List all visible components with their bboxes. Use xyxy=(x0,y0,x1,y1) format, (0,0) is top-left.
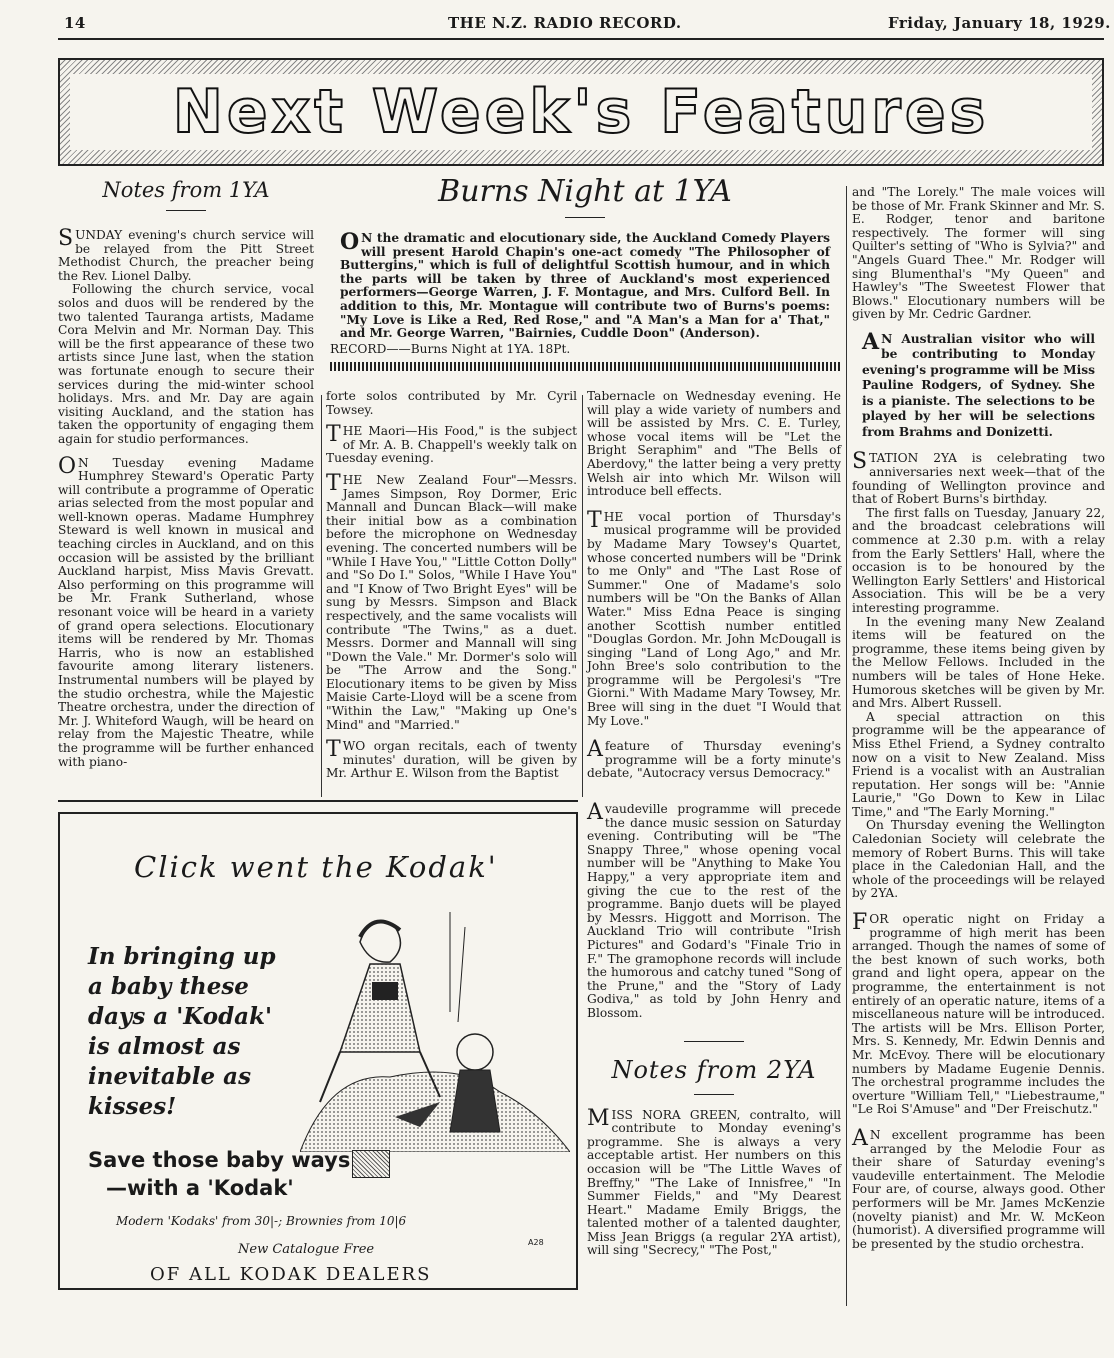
paragraph: THE New Zealand Four"—Messrs. James Simpson, Roy Dormer, Eric Mannall and Duncan Black—will make their initial bow as a combination before the microphone on Wednesday evening. The concerted numbers will be "While I Have You," "Little Cotton Dolly" and "So Do I." Solos, "While I Have You" and "I Know of Two Bright Eyes" will be sung by Messrs. Simpson and Black respectively, and the same vocalists will contribute "The Twins," as a duet. Messrs. Dormer and Mannall will sing "Down the Vale." Mr. Dormer's solo will be "The Arrow and the Song." Elocutionary items to be given by Miss Maisie Carte-Lloyd will be a scene from "Within the Law," "Making up One's Mind" and "Married." xyxy=(326,470,577,732)
notes-1ya-text xyxy=(58,226,314,769)
column-3 xyxy=(587,390,841,1258)
heading-notes-1ya: Notes from 1YA xyxy=(102,178,270,202)
typesetter-note: RECORD——Burns Night at 1YA. 18Pt. xyxy=(330,341,571,356)
column-divider xyxy=(582,395,583,797)
paragraph: On Thursday evening the Wellington Caledonian Society will celebrate the memory of Robert Burns. This will take place in the Caledonian Hall, and the whole of the proceedings will be relayed by 2YA. xyxy=(852,818,1105,901)
banner-title: Next Week's Features xyxy=(172,77,990,147)
heading-rule xyxy=(694,1094,734,1095)
ad-title: Click went the Kodak' xyxy=(134,850,498,884)
masthead: THE N.Z. RADIO RECORD. xyxy=(448,14,682,32)
ad-dealers: OF ALL KODAK DEALERS xyxy=(150,1264,432,1285)
paragraph: Following the church service, vocal solos and duos will be rendered by the two talented Tauranga artists, Madame Cora Melvin and Mr. Norman Day. This will be the first appearance of these two artists since June last, when the station was fortunate enough to secure their services during the mid-winter school holidays. Mrs. and Mr. Day are again visiting Auckland, and the station has taken the opportunity of engaging them again for studio performances. xyxy=(58,282,314,446)
paragraph: TWO organ recitals, each of twenty minutes' duration, will be given by Mr. Arthur E. Wilson from the Baptist xyxy=(326,737,577,781)
paragraph: SUNDAY evening's church service will be relayed from the Pitt Street Methodist Church, the preacher being the Rev. Lionel Dalby. xyxy=(58,226,314,283)
ad-body: In bringing up a baby these days a 'Kodak' is almost as inevitable as kisses! xyxy=(88,943,276,1120)
paragraph: forte solos contributed by Mr. Cyril Towsey. xyxy=(326,389,577,417)
paragraph: A N excellent programme has been arranged by the Melodie Four as their share of Saturday evening's vaudeville entertainment. The Melodie Four are, of course, always good. Other performers will be Mr. James McKenzie (novelty pianist) and Mr. W. McKeon (humorist). A diversified programme will be presented by the studio orchestra. xyxy=(852,1125,1105,1251)
features-banner xyxy=(58,58,1104,166)
burns-night-article xyxy=(330,174,840,371)
heading-notes-2ya: Notes from 2YA xyxy=(611,1055,817,1084)
paragraph: The first falls on Tuesday, January 22, and the broadcast celebrations will commence at 2.30 p.m. with a relay from the Early Settlers' Hall, where the occasion is to be honoured by the Wellington Early Settlers' and Historical Association. This will be be a very interesting programme. xyxy=(852,505,1105,615)
heading-burns-night: Burns Night at 1YA xyxy=(438,174,732,209)
ad-code: A28 xyxy=(528,1238,544,1247)
paragraph-bold: A N Australian visitor who will be contributing to Monday evening's programme will be Miss Pauline Rodgers, of Sydney. She is a pianiste. The selections to be played by her will be selections from Brahms and Donizetti. xyxy=(862,328,1095,439)
column-1 xyxy=(58,178,314,769)
paragraph: Afeature of Thursday evening's programme will be a forty minute's debate, "Autocracy versus Democracy." xyxy=(587,737,841,781)
column-2 xyxy=(326,390,577,781)
paragraph: FOR operatic night on Friday a programme of high merit has been arranged. Though the names of some of the best known of such works, both grand and light opera, appear on the programme, the entertainment is not entirely of an operatic nature, items of a miscellaneous nature will be introduced. The artists will be Mrs. Ellison Porter, Mrs. S. Kennedy, Mr. Edwin Dennis and Mr. McEvoy. There will be elocutionary numbers by Madame Eugenie Dennis. The orchestral programme includes the overture "William Tell," "Liebestraume," "Le Roi S'Amuse" and "Der Freischutz." xyxy=(852,910,1105,1117)
heading-rule xyxy=(565,217,605,218)
sand-bucket-icon xyxy=(352,1150,390,1178)
ad-catalogue: New Catalogue Free xyxy=(238,1242,375,1257)
paragraph: THE vocal portion of Thursday's musical programme will be provided by Madame Mary Towsey's Quartet, whose concerted numbers will be "Drink to me Only" and "The Last Rose of Summer." One of Madame's solo numbers will be "On the Banks of Allan Water." Miss Edna Peace is singing another Scottish number entitled "Douglas Gordon. Mr. John McDougall is singing "Land of Long Ago," and Mr. John Bree's solo contribution to the programme will be Pergolesi's "Tre Giorni." With Madame Mary Towsey, Mr. Bree will sing in the duet "I Would that My Love." xyxy=(587,507,841,728)
page-number: 14 xyxy=(64,14,86,32)
ornamental-rule xyxy=(330,362,840,371)
paragraph: O N Tuesday evening Madame Humphrey Steward's Operatic Party will contribute a programme of Operatic arias selected from the most popular and well-known operas. Madame Humphrey Steward is well known in musical and teaching circles in Auckland, and on this occasion will be assisted by the brilliant Auckland harpist, Miss Mavis Grevatt. Also performing on this programme will be Mr. Frank Sutherland, whose resonant voice will be heard in a variety of grand opera selections. Elocutionary items will be rendered by Mr. Thomas Harris, who is now an established favourite among literary listeners. Instrumental numbers will be played by the studio orchestra, while the Majestic Theatre orchestra, under the direction of Mr. J. Whiteford Waugh, will be heard on relay from the Majestic Theatre, while the programme will be further enhanced with piano- xyxy=(58,453,314,769)
mother-baby-illustration xyxy=(300,902,570,1152)
paragraph: A special attraction on this programme will be the appearance of Miss Ethel Friend, a Sydney contralto now on a visit to New Zealand. Miss Friend is a vocalist with an Australian reputation. Her songs will be: "Annie Laurie," "Go Down to Kew in Lilac Time," and "The Early Morning." xyxy=(852,709,1105,819)
heading-rule xyxy=(684,1041,744,1042)
paragraph: STATION 2YA is celebrating two anniversaries next week—that of the founding of Wellington province and that of Robert Burns's birthday. xyxy=(852,449,1105,507)
column-divider xyxy=(846,186,847,1306)
column-4 xyxy=(852,186,1105,1251)
burns-intro: O N the dramatic and elocutionary side, the Auckland Comedy Players will present Harold Chapin's one-act comedy "The Philosopher of Buttergins," which is full of delightful Scottish humour, and in which the parts will be taken by three of Auckland's most experienced performers—George Warren, J. F. Montague, and Mrs. Culford Bell. In addition to this, Mr. Montague will contribute two of Burns's poems: "My Love is Like a Red, Red Rose," and "A Man's a Man for a' That," and Mr. George Warren, "Bairnies, Cuddle Doon" (Anderson). xyxy=(340,229,830,341)
paragraph: MISS NORA GREEN, contralto, will contribute to Monday evening's programme. She is always a very acceptable artist. Her numbers on this occasion will be "The Little Waves of Breffny," "The Lake of Innisfree," "In Summer Fields," and "My Dearest Heart." Madame Emily Briggs, the talented mother of a talented daughter, Miss Jean Briggs (a regular 2YA artist), will sing "Secrecy," "The Post," xyxy=(587,1105,841,1258)
ad-prices: Modern 'Kodaks' from 30|-; Brownies from 10|6 xyxy=(116,1214,407,1228)
ad-top-rule xyxy=(58,800,578,802)
header-rule xyxy=(58,38,1104,40)
issue-date: Friday, January 18, 1929. xyxy=(888,14,1111,32)
ad-tagline-1: Save those baby ways xyxy=(88,1148,351,1172)
ad-tagline-2: —with a 'Kodak' xyxy=(106,1176,294,1200)
kodak-advertisement xyxy=(58,812,578,1290)
paragraph: Tabernacle on Wednesday evening. He will play a wide variety of numbers and will be assisted by Mrs. C. E. Turley, whose vocal items will be "Let the Bright Seraphim" and "The Bells of Aberdovy," the latter being a very pretty Welsh air into which Mr. Wilson will introduce bell effects. xyxy=(587,389,841,499)
paragraph: THE Maori—His Food," is the subject of Mr. A. B. Chappell's weekly talk on Tuesday evening. xyxy=(326,422,577,466)
paragraph: and "The Lorely." The male voices will be those of Mr. Frank Skinner and Mr. S. E. Rodger, tenor and baritone respectively. The former will sing Quilter's setting of "Who is Sylvia?" and "Angels Guard Thee." Mr. Rodger will sing Blumenthal's "My Queen" and Hawley's "The Sweetest Flower that Blows." Elocutionary numbers will be given by Mr. Cedric Gardner. xyxy=(852,185,1105,322)
heading-rule xyxy=(166,210,206,211)
column-divider xyxy=(321,395,322,797)
paragraph: In the evening many New Zealand items will be featured on the programme, these items being given by the Mellow Fellows. Included in the numbers will be tales of Hone Heke. Humorous sketches will be given by Mr. and Mrs. Albert Russell. xyxy=(852,614,1105,711)
paragraph: Avaudeville programme will precede the dance music session on Saturday evening. Contributing will be "The Snappy Three," whose opening vocal number will be "Anything to Make You Happy," a very appropriate item and giving the cue to the rest of the programme. Banjo duets will be played by Messrs. Higgott and Morrison. The Auckland Trio will contribute "Irish Pictures" and Godard's "Finale Trio in F." The gramophone records will include the humorous and catchy tuned "Song of the Prune," and the "Story of Lady Godiva," as told by John Henry and Blossom. xyxy=(587,800,841,1020)
